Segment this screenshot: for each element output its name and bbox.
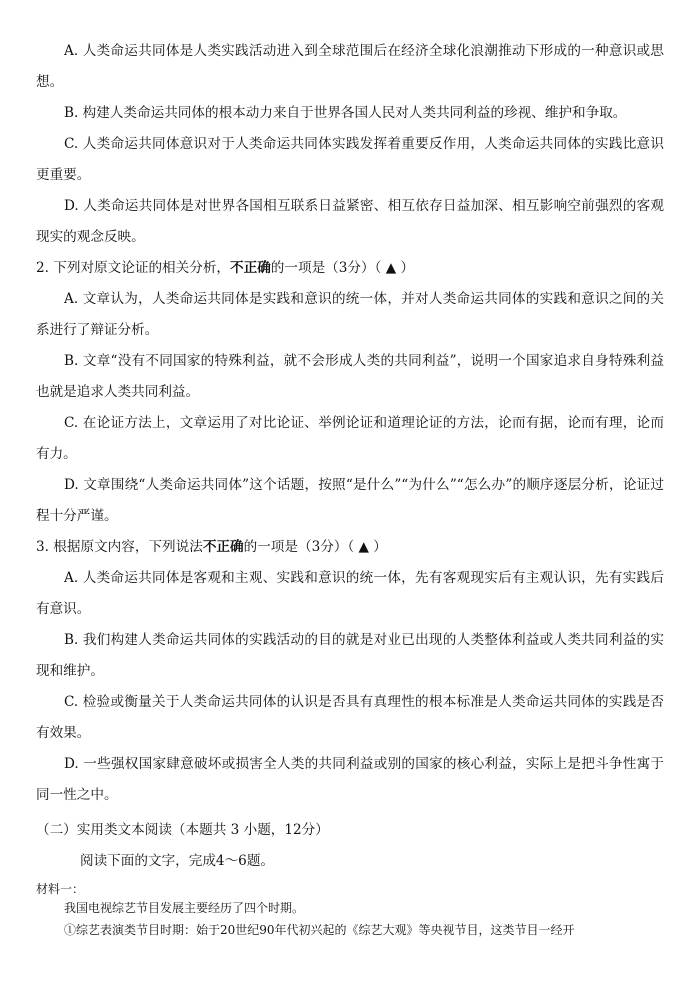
q1-option-c: C. 人类命运共同体意识对于人类命运共同体实践发挥着重要反作用，人类命运共同体的实践比意识更重要。 [36, 136, 664, 183]
emphasis-not-correct: 不正确 [230, 260, 271, 276]
q2-option-c: C. 在论证方法上，文章运用了对比论证、举例论证和道理论证的方法，论而有据，论而有理，论而有力。 [36, 415, 664, 462]
material-line-2: ①综艺表演类节目时期：始于20世纪90年代初兴起的《综艺大观》等央视节目，这类节目一经开 [64, 923, 575, 937]
material-line-1: 我国电视综艺节目发展主要经历了四个时期。 [64, 901, 305, 915]
q2-option-b: B. 文章“没有不同国家的特殊利益，就不会形成人类的共同利益”，说明一个国家追求自身特殊利益也就是追求人类共同利益。 [36, 353, 664, 400]
question-2-stem: 2. 下列对原文论证的相关分析，不正确的一项是（3分）（ ▲ ） [36, 260, 415, 276]
q3-option-a: A. 人类命运共同体是客观和主观、实践和意识的统一体，先有客观现实后有主观认识，先有实践后有意识。 [36, 570, 664, 617]
q3-option-c: C. 检验或衡量关于人类命运共同体的认识是否具有真理性的根本标准是人类命运共同体的实践是否有效果。 [36, 694, 664, 741]
section-title: （二）实用类文本阅读（本题共 3 小题，12分） [36, 822, 329, 838]
q1-option-d: D. 人类命运共同体是对世界各国相互联系日益紧密、相互依存日益加深、相互影响空前强烈的客观现实的观念反映。 [36, 198, 664, 245]
q1-option-a: A. 人类命运共同体是人类实践活动进入到全球范围后在经济全球化浪潮推动下形成的一种意识或思想。 [36, 43, 664, 90]
q3-option-d: D. 一些强权国家肆意破坏或损害全人类的共同利益或别的国家的核心利益，实际上是把斗争性寓于同一性之中。 [36, 756, 664, 803]
q1-option-b: B. 构建人类命运共同体的根本动力来自于世界各国人民对人类共同利益的珍视、维护和争取。 [64, 105, 627, 121]
q2-option-a: A. 文章认为，人类命运共同体是实践和意识的统一体，并对人类命运共同体的实践和意识之间的关系进行了辩证分析。 [36, 291, 664, 338]
q3-option-b: B. 我们构建人类命运共同体的实践活动的目的就是对业已出现的人类整体利益或人类共同利益的实现和维护。 [36, 632, 664, 679]
emphasis-not-correct: 不正确 [202, 539, 244, 555]
question-3-stem: 3. 根据原文内容，下列说法不正确的一项是（3分）（ ▲ ） [36, 539, 387, 555]
q2-option-d: D. 文章围绕“人类命运共同体”这个话题，按照“是什么”“为什么”“怎么办”的顺序逐层分析，论证过程十分严谨。 [36, 477, 664, 524]
reading-instruction: 阅读下面的文字，完成4～6题。 [80, 853, 275, 869]
material-label: 材料一： [36, 882, 85, 896]
